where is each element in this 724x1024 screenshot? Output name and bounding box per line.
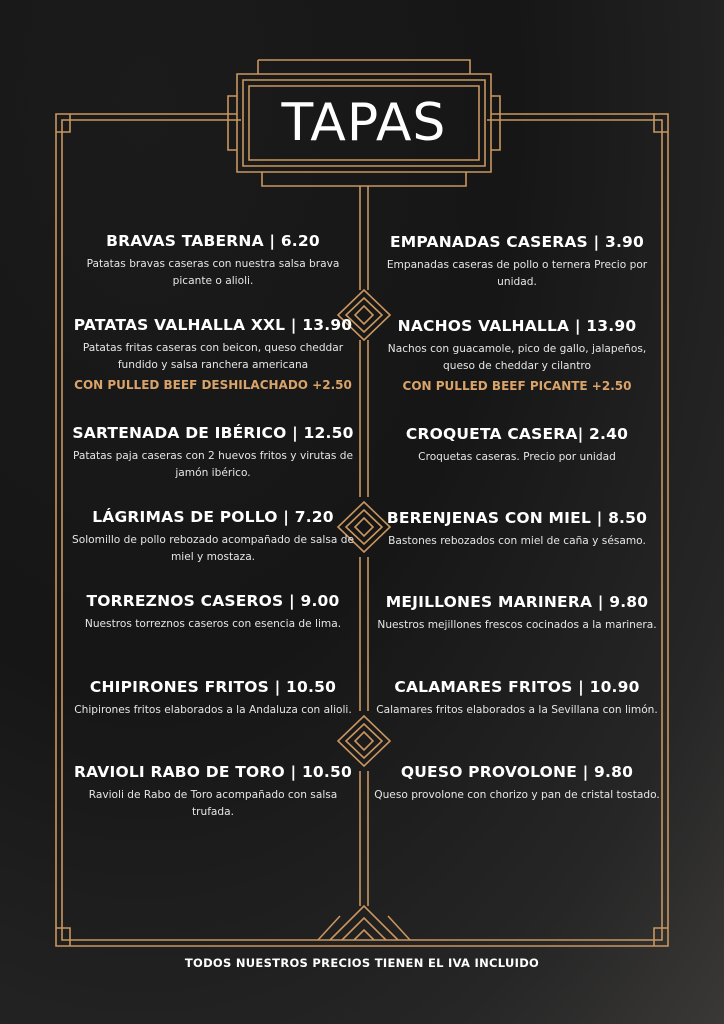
item-description: Patatas paja caseras con 2 huevos fritos y virutas de jamón ibérico.: [72, 450, 353, 479]
item-description: Chipirones fritos elaborados a la Andaluza con alioli.: [74, 704, 352, 716]
item-name: TORREZNOS CASEROS | 9.00: [86, 592, 340, 610]
menu-item: [70, 507, 356, 566]
item-description: Nuestros mejillones frescos cocinados a la marinera.: [377, 619, 657, 631]
item-description: Patatas bravas caseras con nuestra salsa brava picante o alioli.: [86, 258, 340, 287]
item-extra-option: CON PULLED BEEF PICANTE +2.50: [402, 379, 632, 393]
menu-item: [70, 423, 356, 482]
footer-note: TODOS NUESTROS PRECIOS TIENEN EL IVA INCLUIDO: [184, 956, 540, 970]
item-description: Solomillo de pollo rebozado acompañado de salsa de miel y mostaza.: [72, 534, 354, 563]
item-description: Bastones rebozados con miel de caña y sésamo.: [388, 535, 646, 547]
item-name: BRAVAS TABERNA | 6.20: [106, 232, 320, 250]
item-description: Croquetas caseras. Precio por unidad: [418, 451, 616, 463]
menu-item: [372, 508, 662, 550]
item-description: Nachos con guacamole, pico de gallo, jalapeños, queso de cheddar y cilantro: [387, 343, 647, 372]
menu-item: [372, 424, 662, 466]
menu-item: [372, 677, 662, 719]
menu-item: [372, 762, 662, 804]
item-name: CROQUETA CASERA| 2.40: [405, 425, 629, 443]
item-name: LÁGRIMAS DE POLLO | 7.20: [92, 508, 334, 526]
item-name: PATATAS VALHALLA XXL | 13.90: [73, 316, 353, 334]
menu-item: [70, 591, 356, 633]
item-name: QUESO PROVOLONE | 9.80: [400, 763, 634, 781]
menu-item: [372, 316, 662, 395]
item-name: BERENJENAS CON MIEL | 8.50: [386, 509, 648, 527]
item-description: Empanadas caseras de pollo o ternera Precio por unidad.: [386, 259, 648, 288]
menu-title: TAPAS: [281, 93, 447, 153]
item-description: Patatas fritas caseras con beicon, queso cheddar fundido y salsa ranchera americana: [82, 342, 344, 371]
item-name: NACHOS VALHALLA | 13.90: [397, 317, 637, 335]
menu-item: [372, 592, 662, 634]
menu-item: [70, 677, 356, 719]
item-description: Nuestros torreznos caseros con esencia de lima.: [84, 618, 342, 630]
menu-item: [70, 231, 356, 290]
item-name: MEJILLONES MARINERA | 9.80: [385, 593, 649, 611]
item-name: RAVIOLI RABO DE TORO | 10.50: [74, 763, 352, 781]
item-description: Ravioli de Rabo de Toro acompañado con salsa trufada.: [88, 789, 338, 818]
item-name: CALAMARES FRITOS | 10.90: [394, 678, 640, 696]
menu-item: [70, 315, 356, 394]
item-name: SARTENADA DE IBÉRICO | 12.50: [72, 424, 354, 442]
item-name: EMPANADAS CASERAS | 3.90: [389, 233, 645, 251]
menu-item: [70, 762, 356, 821]
menu-item: [372, 232, 662, 291]
item-description: Queso provolone con chorizo y pan de cristal tostado.: [374, 789, 660, 801]
item-description: Calamares fritos elaborados a la Sevillana con limón.: [376, 704, 658, 716]
item-name: CHIPIRONES FRITOS | 10.50: [89, 678, 337, 696]
item-extra-option: CON PULLED BEEF DESHILACHADO +2.50: [74, 378, 352, 392]
